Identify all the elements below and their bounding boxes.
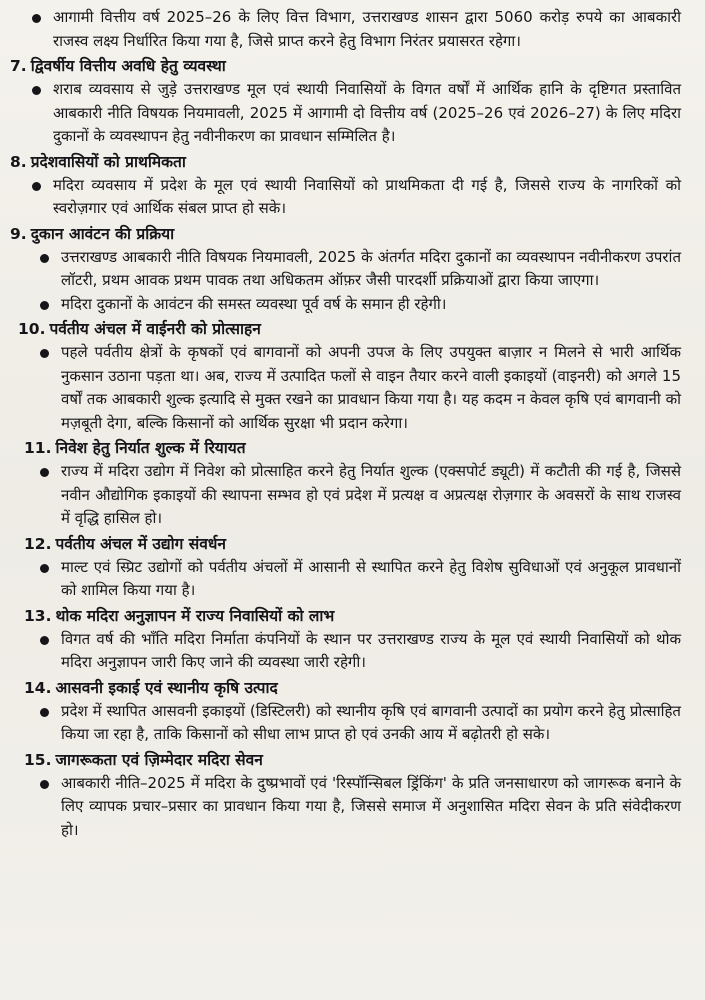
section-14 bbox=[10, 676, 681, 747]
section-heading bbox=[24, 532, 681, 556]
bullet-icon bbox=[32, 182, 41, 191]
section-heading bbox=[10, 150, 681, 174]
list-item bbox=[40, 556, 681, 603]
bullet-icon bbox=[40, 301, 49, 310]
section-title: पर्वतीय अंचल में वाईनरी को प्रोत्साहन bbox=[49, 320, 261, 338]
bullet-text: माल्ट एवं स्प्रिट उद्योगों को पर्वतीय अंचलों में आसानी से स्थापित करने हेतु विशेष सुविधाओं एवं अनुकूल प्रावधानों को शामिल किया गया है। bbox=[61, 557, 681, 599]
section-title: द्विवर्षीय वित्तीय अवधि हेतु व्यवस्था bbox=[30, 57, 226, 75]
bullet-text: मदिरा दुकानों के आवंटन की समस्त व्यवस्था पूर्व वर्ष के समान ही रहेगी। bbox=[61, 294, 447, 313]
list-item bbox=[32, 174, 681, 221]
section-12 bbox=[10, 532, 681, 603]
section-heading bbox=[18, 317, 681, 341]
bullet-icon bbox=[40, 564, 49, 573]
bullet-icon bbox=[40, 708, 49, 717]
section-number: 11. bbox=[24, 439, 52, 457]
bullet-text: राज्य में मदिरा उद्योग में निवेश को प्रोत्साहित करने हेतु निर्यात शुल्क (एक्सपोर्ट ड्यूटी) में कटौती की गई है, जिससे नवीन औद्योगिक इकाइयों की स्थापना सम्भव हो एवं प्रदेश में प्रत्यक्ष व अप्रत्यक्ष रोज़गार के अवसरों के साथ राजस्व में वृद्धि हासिल हो। bbox=[61, 462, 681, 527]
bullet-icon bbox=[40, 349, 49, 358]
bullet-text: उत्तराखण्ड आबकारी नीति विषयक नियमावली, 2025 के अंतर्गत मदिरा दुकानों का व्यवस्थापन नवीनीकरण उपरांत लॉटरी, प्रथम आवक प्रथम पावक तथा अधिकतम ऑफ़र जैसी पारदर्शी प्रक्रियाओं द्वारा किया जाएगा। bbox=[61, 247, 681, 289]
bullet-icon bbox=[32, 14, 41, 23]
section-heading bbox=[24, 676, 681, 700]
section-15 bbox=[10, 748, 681, 843]
section-9 bbox=[10, 222, 681, 317]
list-item bbox=[40, 246, 681, 293]
section-number: 12. bbox=[24, 534, 52, 553]
intro-bullet bbox=[32, 6, 681, 53]
section-number: 9. bbox=[10, 224, 27, 243]
section-number: 13. bbox=[24, 606, 52, 625]
bullet-text: प्रदेश में स्थापित आसवनी इकाइयों (डिस्टिलरी) को स्थानीय कृषि एवं बागवानी उत्पादों का प्रयोग करने हेतु प्रोत्साहित किया जा रहा है, ताकि किसानों को सीधा लाभ प्राप्त हो एवं उनकी आय में बढ़ोतरी हो सके। bbox=[61, 701, 681, 743]
bullet-icon bbox=[40, 468, 49, 477]
section-7 bbox=[10, 54, 681, 149]
section-11 bbox=[10, 436, 681, 531]
list-item bbox=[32, 78, 681, 149]
bullet-text: मदिरा व्यवसाय में प्रदेश के मूल एवं स्थायी निवासियों को प्राथमिकता दी गई है, जिससे राज्य के नागरिकों को स्वरोज़गार एवं आर्थिक संबल प्राप्त हो सके। bbox=[53, 175, 681, 217]
list-item bbox=[40, 460, 681, 531]
section-heading bbox=[24, 436, 681, 460]
section-10 bbox=[10, 317, 681, 435]
bullet-text: आगामी वित्तीय वर्ष 2025–26 के लिए वित्त विभाग, उत्तराखण्ड शासन द्वारा 5060 करोड़ रुपये का आबकारी राजस्व लक्ष्य निर्धारित किया गया है, जिसे प्राप्त करने हेतु विभाग निरंतर प्रयासरत रहेगा। bbox=[53, 8, 681, 50]
section-8 bbox=[10, 150, 681, 221]
section-title: थोक मदिरा अनुज्ञापन में राज्य निवासियों को लाभ bbox=[55, 606, 335, 625]
bullet-icon bbox=[40, 636, 49, 645]
section-title: निवेश हेतु निर्यात शुल्क में रियायत bbox=[55, 439, 246, 457]
list-item bbox=[40, 293, 681, 317]
list-item bbox=[40, 772, 681, 843]
section-title: दुकान आवंटन की प्रक्रिया bbox=[30, 224, 175, 243]
bullet-text: शराब व्यवसाय से जुड़े उत्तराखण्ड मूल एवं स्थायी निवासियों के विगत वर्षों में आर्थिक हानि के दृष्टिगत प्रस्तावित आबकारी नीति विषयक नियमावली, 2025 में आगामी दो वित्तीय वर्ष (2025–26 एवं 2026–27) के लिए मदिरा दुकानों के व्यवस्थापन हेतु नवीनीकरण का प्रावधान सम्मिलित है। bbox=[53, 80, 681, 145]
bullet-icon bbox=[32, 86, 41, 95]
section-title: प्रदेशवासियों को प्राथमिकता bbox=[30, 152, 186, 171]
section-number: 15. bbox=[24, 750, 52, 769]
list-item bbox=[40, 341, 681, 435]
list-item bbox=[40, 628, 681, 675]
section-heading bbox=[10, 222, 681, 246]
section-number: 8. bbox=[10, 152, 27, 171]
bullet-text: आबकारी नीति–2025 में मदिरा के दुष्प्रभावों एवं 'रिस्पॉन्सिबल ड्रिंकिंग' के प्रति जनसाधारण को जागरूक बनाने के लिए व्यापक प्रचार–प्रसार का प्रावधान किया गया है, जिससे समाज में अनुशासित मदिरा सेवन के प्रति संवेदीकरण हो। bbox=[61, 773, 681, 839]
bullet-icon bbox=[40, 254, 49, 263]
bullet-text: पहले पर्वतीय क्षेत्रों के कृषकों एवं बागवानों को अपनी उपज के लिए उपयुक्त बाज़ार न मिलने से भारी आर्थिक नुकसान उठाना पड़ता था। अब, राज्य में उत्पादित फलों से वाइन तैयार करने वाली इकाइयों (वाइनरी) को अगले 15 वर्षों तक आबकारी शुल्क इत्यादि से मुक्त रखने का प्रावधान किया गया है। यह कदम न केवल कृषि एवं बागवानी को मज़बूती देगा, बल्कि किसानों को आर्थिक सुरक्षा भी प्रदान करेगा। bbox=[61, 343, 681, 432]
section-number: 7. bbox=[10, 57, 27, 75]
section-title: पर्वतीय अंचल में उद्योग संवर्धन bbox=[55, 534, 227, 553]
section-13 bbox=[10, 604, 681, 675]
section-heading bbox=[24, 604, 681, 628]
bullet-icon bbox=[40, 780, 49, 789]
bullet-text: विगत वर्ष की भाँति मदिरा निर्माता कंपनियों के स्थान पर उत्तराखण्ड राज्य के मूल एवं स्थायी निवासियों को थोक मदिरा अनुज्ञापन जारी किए जाने की व्यवस्था जारी रहेगी। bbox=[61, 629, 681, 671]
section-title: आसवनी इकाई एवं स्थानीय कृषि उत्पाद bbox=[55, 678, 278, 697]
list-item bbox=[40, 700, 681, 747]
section-heading bbox=[24, 748, 681, 772]
section-heading bbox=[10, 54, 681, 78]
section-number: 10. bbox=[18, 320, 46, 338]
section-title: जागरूकता एवं ज़िम्मेदार मदिरा सेवन bbox=[55, 750, 263, 769]
section-number: 14. bbox=[24, 678, 52, 697]
